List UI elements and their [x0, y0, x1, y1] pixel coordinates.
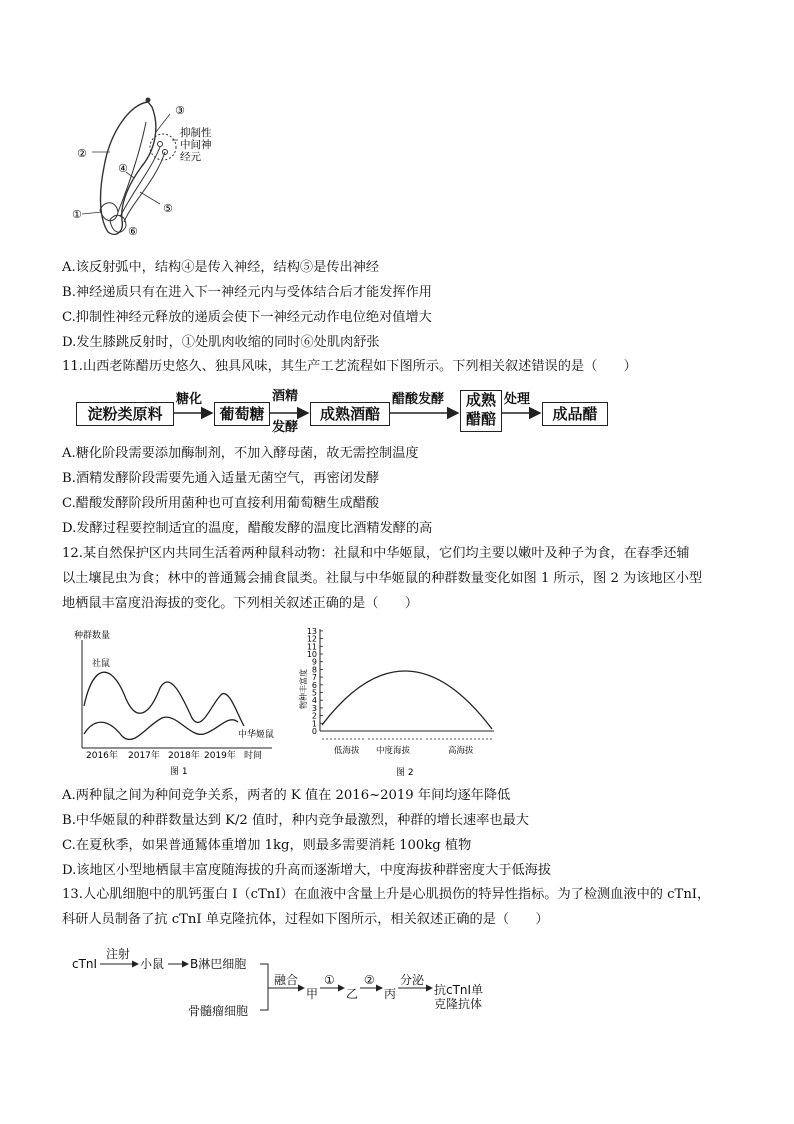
- fig2-ytick-3: 3: [311, 703, 317, 713]
- fig2-caption: 图 2: [396, 768, 414, 778]
- label-2: ②: [77, 147, 87, 160]
- flow-box-mature-text: 成熟: [465, 391, 496, 409]
- flow-myeloma: 骨髓瘤细胞: [188, 1004, 249, 1018]
- flow-inject: 注射: [106, 947, 131, 961]
- q10-option-a: A.该反射弧中，结构④是传入神经，结构⑤是传出神经: [62, 260, 380, 275]
- q12-option-a: A.两种鼠之间为种间竞争关系，两者的 K 值在 2016~2019 年间均逐年降低: [62, 788, 511, 803]
- flow-label-acetic: 醋酸发酵: [392, 392, 445, 407]
- flow-label-saccharify: 糖化: [176, 392, 203, 407]
- fig2-ytick-2: 2: [311, 711, 317, 721]
- fig2-ytick-9: 9: [311, 657, 317, 667]
- series-zhonghua-ji-shu: [84, 717, 238, 739]
- inhibitory-label-2: 中间神: [180, 139, 212, 151]
- flow-fuse: 融合: [274, 973, 299, 987]
- inhibitory-label-1: 抑制性: [180, 127, 212, 139]
- antibody-flow-diagram: [70, 938, 510, 1028]
- flow-product-line-1: 抗cTnI单: [434, 983, 484, 997]
- fig1-ylabel: 种群数量: [74, 631, 111, 641]
- fig2-ytick-5: 5: [311, 688, 317, 698]
- flow-secrete: 分泌: [400, 973, 425, 987]
- q11-option-a: A.糖化阶段需要添加酶制剂，不加入酵母菌，故无需控制温度: [62, 446, 419, 461]
- fig2-ytick-10: 10: [306, 650, 317, 659]
- flow-product-line-2: 克隆抗体: [434, 997, 483, 1011]
- label-3: ③: [175, 104, 185, 117]
- flow-box-starch: 淀粉类原料: [76, 402, 174, 426]
- figure-2-richness: [298, 625, 498, 780]
- fig2-ytick-7: 7: [311, 673, 317, 683]
- fig2-ytick-13: 13: [306, 626, 317, 636]
- label-1: ①: [72, 208, 82, 221]
- fig1-xtick-2017: 2017年: [128, 751, 160, 761]
- figure-1-svg: [72, 630, 282, 780]
- q12-stem-line-2: 以土壤昆虫为食；林中的普通鵟会捕食鼠类。社鼠与中华姬鼠的种群数量变化如图 1 所示，图 2 为该地区小型: [62, 571, 703, 586]
- fig2-ytick-12: 12: [306, 634, 317, 644]
- q10-option-b: B.神经递质只有在进入下一神经元内与受体结合后才能发挥作用: [62, 285, 432, 300]
- flow-step-2: ②: [364, 973, 375, 987]
- fig2-xtick-high: 高海拔: [448, 746, 474, 756]
- vinegar-flow-diagram: [74, 385, 614, 435]
- flow-box-mash-text: 醋醅: [465, 410, 496, 428]
- fig1-series-label-1: 社鼠: [92, 659, 111, 669]
- q11-option-b: B.酒精发酵阶段需要先通入适量无菌空气，再密闭发酵: [62, 471, 380, 486]
- fig1-xtick-2019: 2019年: [204, 751, 236, 761]
- fig2-y-tick-labels: [307, 627, 317, 736]
- flow-mouse: 小鼠: [140, 957, 165, 971]
- flow-label-alcohol: 酒精: [272, 389, 299, 404]
- flow-box-mature-mash: 成熟酒醅: [310, 402, 390, 426]
- q12-option-c: C.在夏秋季，如果普通鵟体重增加 1kg，则最多需要消耗 100kg 植物: [62, 838, 472, 853]
- fig2-ytick-8: 8: [311, 665, 317, 675]
- q12-option-b: B.中华姬鼠的种群数量达到 K/2 值时，种内竞争最激烈，种群的增长速率也最大: [62, 813, 529, 828]
- q10-option-c: C.抑制性神经元释放的递质会使下一神经元动作电位绝对值增大: [62, 310, 432, 325]
- flow-box-glucose: 葡萄糖: [214, 402, 270, 426]
- fig2-ytick-11: 11: [306, 642, 317, 652]
- fig2-ytick-6: 6: [311, 680, 317, 690]
- q11-option-d: D.发酵过程要控制适宜的温度，醋酸发酵的温度比酒精发酵的高: [62, 521, 433, 536]
- flow-label-process: 处理: [504, 392, 531, 407]
- q13-stem-line-2: 科研人员制备了抗 cTnI 单克隆抗体，过程如下图所示，相关叙述正确的是（ ）: [62, 912, 549, 927]
- q12-stem-line-3: 地栖鼠丰富度沿海拔的变化。下列相关叙述正确的是（ ）: [62, 596, 419, 611]
- reflex-arc-drawing: [60, 92, 230, 242]
- fig1-xlabel: 时间: [244, 751, 263, 761]
- antibody-flow-svg: [70, 938, 510, 1028]
- inhibitory-label-3: 经元: [180, 151, 201, 163]
- flow-box-mature-vinegar-mash: [460, 390, 502, 432]
- fig2-ytick-1: 1: [311, 719, 317, 729]
- fig1-xtick-2016: 2016年: [86, 751, 118, 761]
- flow-label-ferment: 发酵: [272, 420, 299, 435]
- flow-jia: 甲: [306, 987, 319, 1001]
- label-6: ⑥: [128, 225, 138, 238]
- label-4: ④: [118, 162, 128, 175]
- fig2-xtick-low: 低海拔: [334, 746, 360, 756]
- richness-curve: [322, 671, 492, 729]
- figure-1-population: [72, 630, 282, 780]
- fig1-xtick-2018: 2018年: [168, 751, 200, 761]
- flow-bing: 丙: [384, 987, 397, 1001]
- fig2-xtick-mid: 中度海拔: [376, 746, 411, 756]
- q12-option-d: D.该地区小型地栖鼠丰富度随海拔的升高而逐渐增大，中度海拔种群密度大于低海拔: [62, 863, 552, 878]
- reflex-arc-figure: [60, 92, 230, 242]
- fig1-caption: 图 1: [170, 767, 188, 777]
- q13-stem-line-1: 13.人心肌细胞中的肌钙蛋白 I（cTnI）在血液中含量上升是心肌损伤的特异性指标。为了检测血液中的 cTnI，: [62, 887, 711, 902]
- flow-ctni: cTnI: [72, 957, 98, 971]
- figure-2-svg: [298, 625, 498, 780]
- q10-option-d: D.发生膝跳反射时，①处肌肉收缩的同时⑥处肌肉舒张: [62, 335, 380, 350]
- q11-stem: 11.山西老陈醋历史悠久、独具风味，其生产工艺流程如下图所示。下列相关叙述错误的是（ ）: [62, 359, 637, 374]
- fig2-ytick-4: 4: [311, 696, 317, 706]
- flow-box-product: 成品醋: [542, 402, 608, 426]
- flow-step-1: ①: [324, 973, 335, 987]
- fig1-series-label-2: 中华姬鼠: [238, 730, 275, 740]
- q11-option-c: C.醋酸发酵阶段所用菌种也可直接利用葡萄糖生成醋酸: [62, 496, 380, 511]
- flow-bcell: B淋巴细胞: [190, 957, 247, 971]
- fig2-ytick-0: 0: [311, 727, 317, 736]
- label-5: ⑤: [163, 202, 173, 215]
- fig2-ylabel: 物种丰富度: [299, 669, 308, 709]
- flow-yi: 乙: [346, 987, 359, 1001]
- q12-stem-line-1: 12.某自然保护区内共同生活着两种鼠科动物：社鼠和中华姬鼠，它们均主要以嫩叶及种子为食，在春季还辅: [62, 546, 690, 561]
